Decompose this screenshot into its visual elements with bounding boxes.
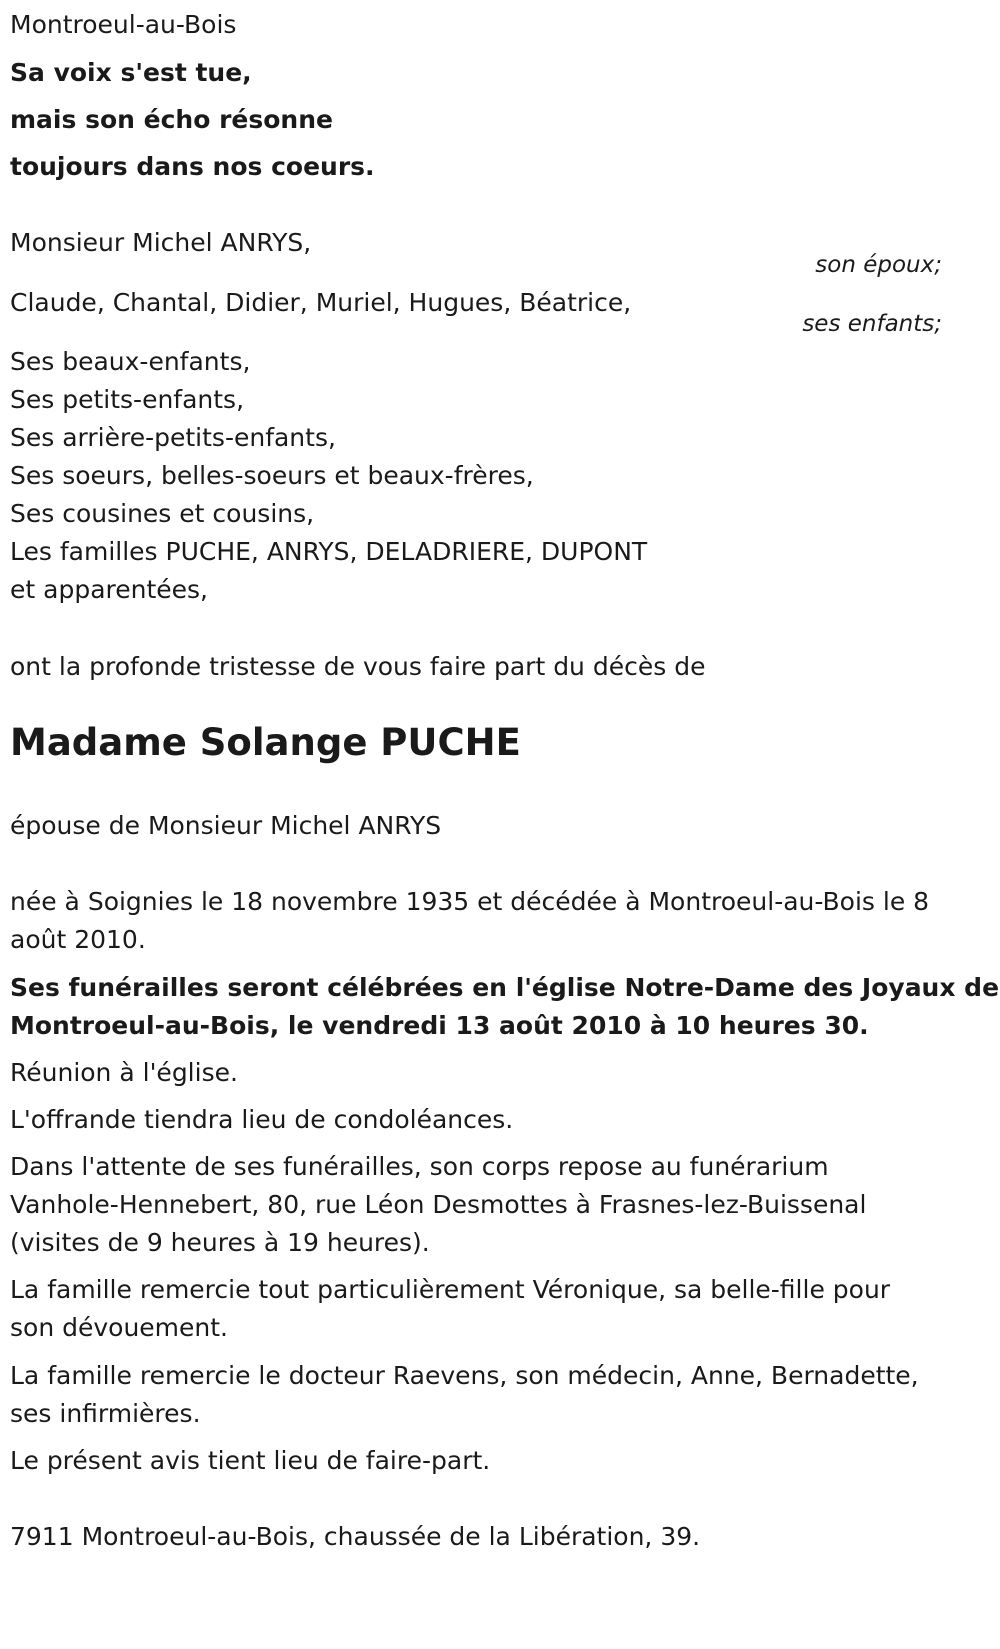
relative-line: Ses petits-enfants,	[10, 385, 245, 414]
funeral-line-2: Montroeul-au-Bois, le vendredi 13 août 2010 à 10 heures 30.	[10, 1011, 869, 1040]
announcement: ont la profonde tristesse de vous faire part du décès de	[10, 652, 706, 681]
birth-death-line-2: août 2010.	[10, 925, 146, 954]
funerarium-line-3: (visites de 9 heures à 19 heures).	[10, 1228, 430, 1257]
relative-line: Les familles PUCHE, ANRYS, DELADRIERE, DUPONT	[10, 537, 648, 566]
relative-line: Ses cousines et cousins,	[10, 499, 315, 528]
relative-line: Ses soeurs, belles-soeurs et beaux-frères,	[10, 461, 534, 490]
deceased-name: Madame Solange PUCHE	[10, 721, 521, 764]
thanks-2-line-2: ses infirmières.	[10, 1399, 201, 1428]
birth-death-line-1: née à Soignies le 18 novembre 1935 et décédée à Montroeul-au-Bois le 8	[10, 887, 930, 916]
thanks-1-line-2: son dévouement.	[10, 1313, 229, 1342]
poem-line-1: Sa voix s'est tue,	[10, 58, 252, 87]
relative-line: et apparentées,	[10, 575, 208, 604]
funerarium-line-2: Vanhole-Hennebert, 80, rue Léon Desmottes à Frasnes-lez-Buissenal	[10, 1190, 867, 1219]
spouse-name: Monsieur Michel ANRYS,	[10, 228, 312, 257]
offering-note: L'offrande tiendra lieu de condoléances.	[10, 1105, 514, 1134]
poem-line-3: toujours dans nos coeurs.	[10, 152, 375, 181]
funerarium-line-1: Dans l'attente de ses funérailles, son corps repose au funérarium	[10, 1152, 829, 1181]
children-role: ses enfants;	[802, 311, 942, 337]
place-header: Montroeul-au-Bois	[10, 10, 237, 39]
address: 7911 Montroeul-au-Bois, chaussée de la Libération, 39.	[10, 1522, 701, 1551]
notice-note: Le présent avis tient lieu de faire-part.	[10, 1446, 491, 1475]
thanks-2-line-1: La famille remercie le docteur Raevens, son médecin, Anne, Bernadette,	[10, 1361, 919, 1390]
funeral-line-1: Ses funérailles seront célébrées en l'église Notre-Dame des Joyaux de	[10, 973, 1000, 1002]
spouse-role: son époux;	[815, 252, 942, 278]
children-names: Claude, Chantal, Didier, Muriel, Hugues, Béatrice,	[10, 288, 632, 317]
spouse-of: épouse de Monsieur Michel ANRYS	[10, 811, 442, 840]
poem-line-2: mais son écho résonne	[10, 105, 333, 134]
relative-line: Ses beaux-enfants,	[10, 347, 251, 376]
meeting-note: Réunion à l'église.	[10, 1058, 238, 1087]
relative-line: Ses arrière-petits-enfants,	[10, 423, 336, 452]
thanks-1-line-1: La famille remercie tout particulièrement Véronique, sa belle-fille pour	[10, 1275, 891, 1304]
